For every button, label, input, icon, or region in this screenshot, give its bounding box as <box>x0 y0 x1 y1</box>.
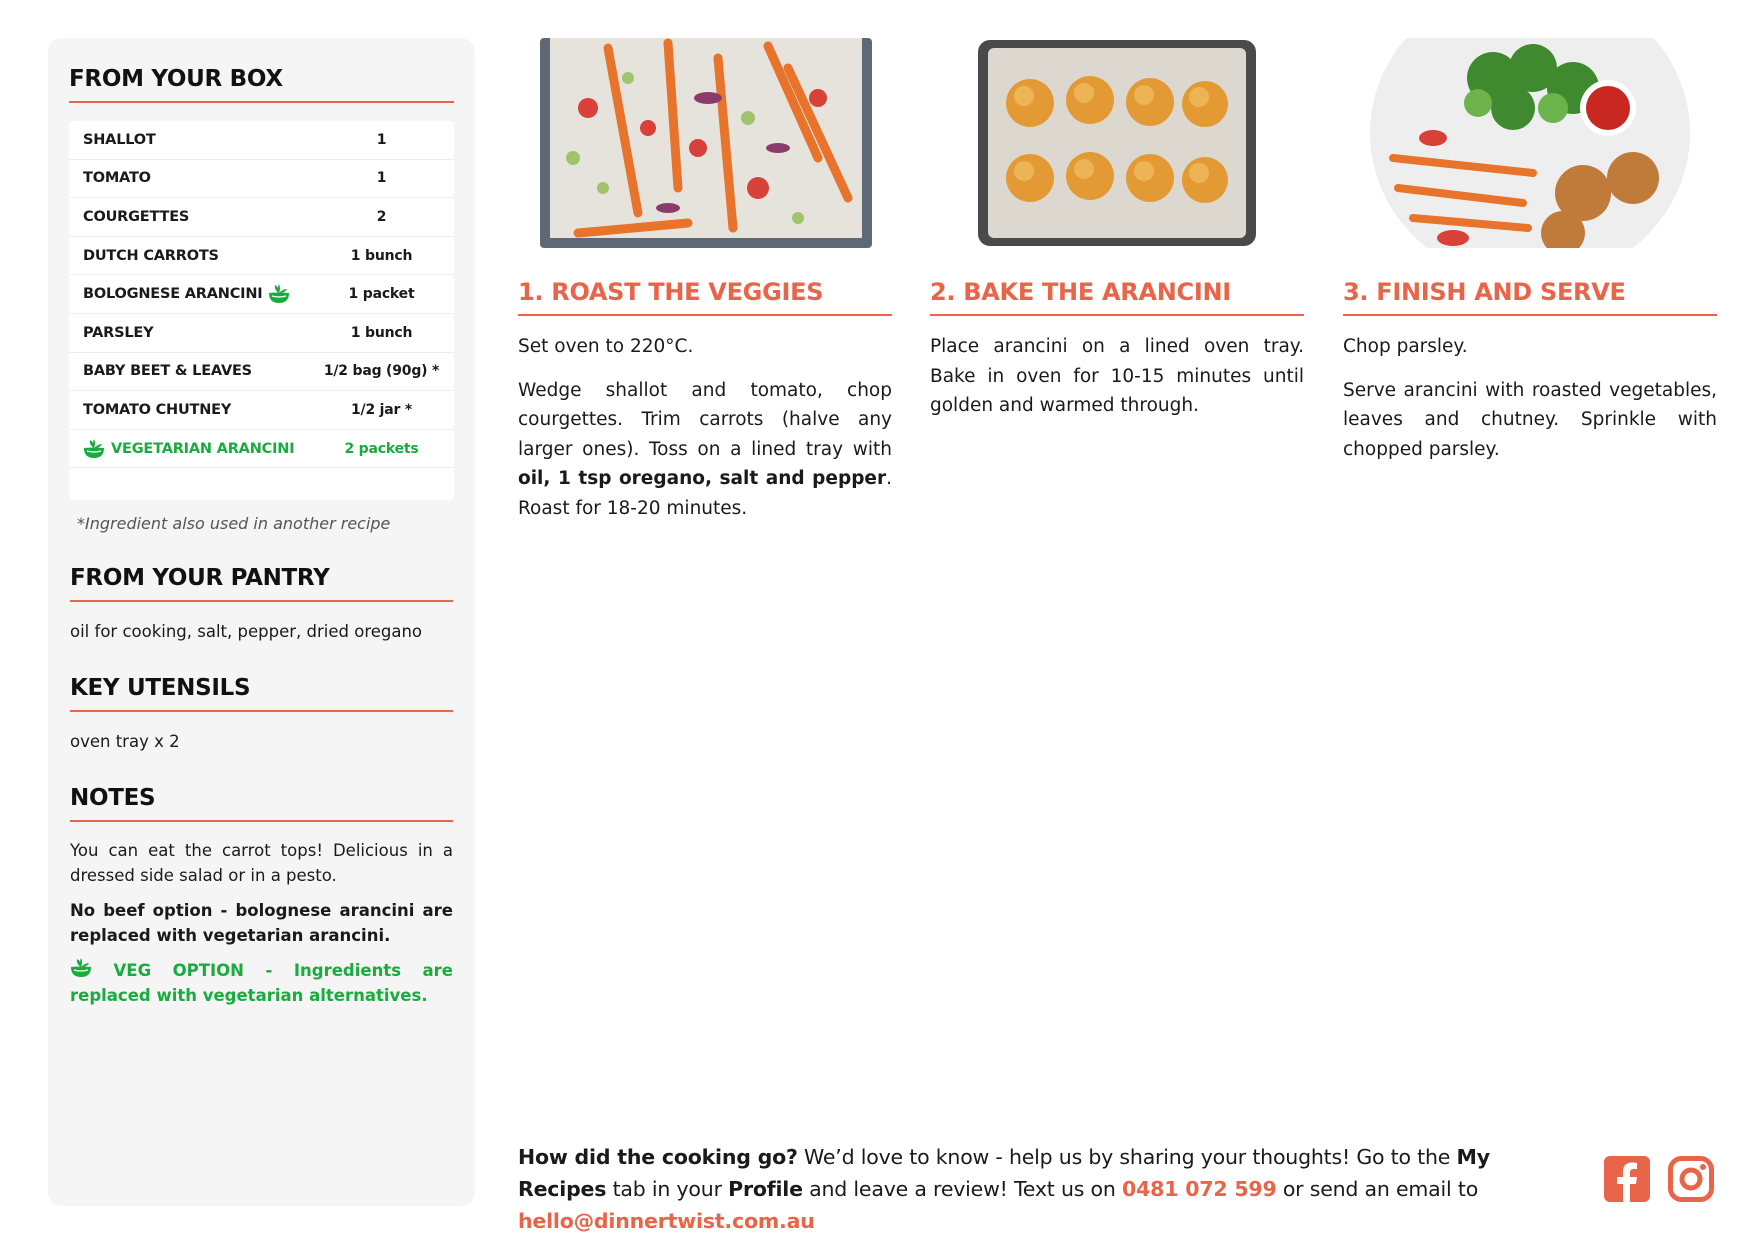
feedback-footer <box>518 1142 1578 1237</box>
utensils-text: oven tray x 2 <box>70 732 180 752</box>
ingredient-name-wrap <box>83 284 323 304</box>
instagram-icon[interactable] <box>1668 1156 1714 1202</box>
bake-arancini-photo <box>930 38 1304 248</box>
ingredients-table <box>69 121 454 500</box>
ingredient-row <box>69 353 454 392</box>
notes-no-beef: No beef option - bolognese arancini are replaced with vegetarian arancini. <box>70 901 453 946</box>
ingredients-sidebar <box>48 38 475 1206</box>
step-1-instructions <box>518 376 892 524</box>
ingredient-row <box>69 314 454 353</box>
roast-veggies-photo <box>518 38 892 248</box>
ingredient-name: TOMATO <box>83 170 151 187</box>
veg-leaf-icon <box>268 284 290 304</box>
notes-heading: NOTES <box>70 785 453 822</box>
finish-serve-photo <box>1343 38 1717 248</box>
feedback-text-3: and leave a review! Text us on <box>802 1176 1122 1201</box>
ingredient-qty: 2 packets <box>344 440 419 457</box>
my-recipes-label: My Recipes <box>518 1145 1490 1201</box>
veg-leaf-icon <box>83 439 105 459</box>
step-3 <box>1343 38 1717 464</box>
ingredient-row <box>69 160 454 199</box>
pantry-section <box>69 565 454 645</box>
step-1-title: 1. ROAST THE VEGGIES <box>518 278 892 316</box>
ingredient-row <box>69 391 454 430</box>
utensils-section <box>69 675 454 755</box>
step-2 <box>930 38 1304 421</box>
ingredient-qty: 1 bunch <box>350 324 413 341</box>
step-3-serve: Serve arancini with roasted vegetables, leaves and chutney. Sprinkle with chopped parsley. <box>1343 379 1717 460</box>
step-1-text-c: . Roast for 18-20 minutes. <box>518 468 892 519</box>
ingredient-qty: 2 <box>376 208 387 225</box>
step-2-title: 2. BAKE THE ARANCINI <box>930 278 1304 316</box>
step-1-oven: Set oven to 220°C. <box>518 336 694 357</box>
ingredient-name: TOMATO CHUTNEY <box>83 401 232 418</box>
ingredient-qty: 1/2 bag (90g) * <box>323 363 440 380</box>
ingredient-qty: 1 <box>376 170 387 187</box>
step-2-text <box>930 332 1304 421</box>
ingredient-row <box>69 275 454 314</box>
step-1-text <box>518 332 892 524</box>
pantry-heading: FROM YOUR PANTRY <box>70 565 453 602</box>
ingredient-qty: 1 packet <box>348 286 415 303</box>
ingredient-row <box>69 198 454 237</box>
ingredient-name: DUTCH CARROTS <box>83 247 219 264</box>
veg-option-text: VEG OPTION - Ingredients are replaced with vegetarian alternatives. <box>70 961 454 1006</box>
profile-label: Profile <box>728 1176 803 1201</box>
ingredient-qty: 1 bunch <box>350 247 413 264</box>
ingredient-name: SHALLOT <box>83 131 156 148</box>
notes-veg-option <box>70 958 453 1008</box>
from-your-box-heading: FROM YOUR BOX <box>69 66 454 103</box>
feedback-text-2: tab in your <box>606 1176 729 1201</box>
ingredient-row <box>69 121 454 160</box>
pantry-text: oil for cooking, salt, pepper, dried oregano <box>70 622 423 642</box>
ingredient-qty: 1/2 jar * <box>350 401 412 418</box>
notes-section <box>69 785 454 1008</box>
ingredient-name: BABY BEET & LEAVES <box>83 363 252 380</box>
feedback-text-1: We’d love to know - help us by sharing your thoughts! Go to the <box>797 1145 1457 1169</box>
step-3-title: 3. FINISH AND SERVE <box>1343 278 1717 316</box>
ingredient-footnote: *Ingredient also used in another recipe <box>77 514 391 534</box>
ingredient-qty: 1 <box>376 131 387 148</box>
ingredient-name: VEGETARIAN ARANCINI <box>111 440 295 457</box>
email-link[interactable]: hello@dinnertwist.com.au <box>518 1208 815 1233</box>
step-2-instructions: Place arancini on a lined oven tray. Bake in oven for 10-15 minutes until golden and warmed through. <box>930 336 1304 417</box>
feedback-text-4: or send an email to <box>1276 1176 1479 1201</box>
step-1 <box>518 38 892 524</box>
ingredient-row-veg <box>69 430 454 469</box>
veg-leaf-icon <box>70 958 92 978</box>
step-3-chop: Chop parsley. <box>1343 336 1468 357</box>
step-1-text-a: Wedge shallot and tomato, chop courgettes. Trim carrots (halve any larger ones). Toss on a lined tray with <box>518 379 892 460</box>
ingredient-name: PARSLEY <box>83 324 154 341</box>
step-3-text <box>1343 332 1717 464</box>
step-1-text-bold: oil, 1 tsp oregano, salt and pepper <box>518 468 887 490</box>
ingredient-name: COURGETTES <box>83 208 190 225</box>
facebook-icon[interactable] <box>1604 1156 1650 1202</box>
ingredient-name-wrap <box>83 439 323 459</box>
feedback-question: How did the cooking go? <box>518 1145 798 1169</box>
phone-link[interactable]: 0481 072 599 <box>1122 1176 1277 1201</box>
utensils-heading: KEY UTENSILS <box>70 675 453 712</box>
notes-carrot-tops: You can eat the carrot tops! Delicious in a dressed side salad or in a pesto. <box>70 840 453 885</box>
ingredient-row <box>69 237 454 276</box>
ingredient-name: BOLOGNESE ARANCINI <box>83 286 263 303</box>
